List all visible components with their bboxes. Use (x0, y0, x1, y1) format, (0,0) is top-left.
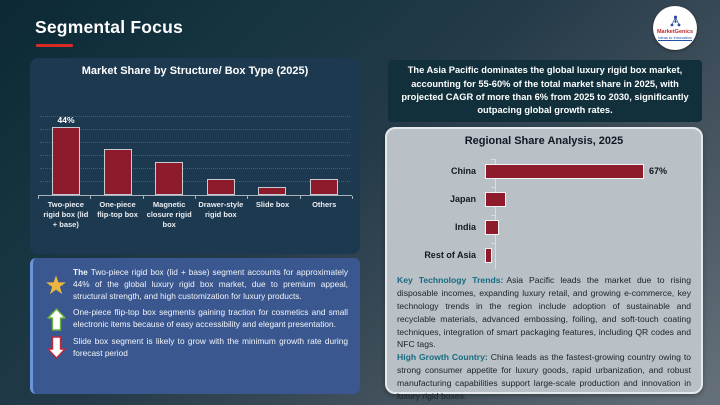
bar-track (485, 157, 695, 185)
bar-slot-0 (41, 115, 92, 195)
insight-text: Two-piece rigid box (lid + base) segment accounts for approximately 44% of the global luxury rigid box market, due to premium appeal, structural strength, and high customization for luxury products. (73, 267, 348, 301)
bar-2 (485, 220, 499, 235)
list-item (39, 307, 348, 331)
bar-slot-1 (92, 115, 143, 195)
bar-track (485, 241, 695, 269)
page-title: Segmental Focus (35, 17, 183, 37)
regional-commentary (397, 274, 691, 403)
axis-tick (491, 243, 495, 244)
bar-track (485, 213, 695, 241)
bar-1 (104, 149, 132, 195)
list-item (39, 336, 348, 360)
down-arrow-icon (39, 336, 73, 359)
regional-chart-plot-area (397, 157, 695, 269)
axis-tick (352, 196, 353, 199)
category-label-2: Magnetic closure rigid box (146, 200, 192, 229)
regional-analysis-panel (385, 127, 703, 402)
table-row (397, 213, 695, 241)
structure-chart-category-labels (40, 200, 350, 229)
bar-track (485, 185, 695, 213)
bar-slot-5 (298, 115, 349, 195)
callout-text: The Asia Pacific dominates the global luxury rigid box market, accounting for 55-60% of the total market share in 2025, with projected CAGR of more than 6% from 2025 to 2030, significantly outpacing global growth rates. (401, 65, 689, 116)
asia-pacific-callout (388, 60, 702, 122)
structure-chart-title: Market Share by Structure/ Box Type (2025) (81, 65, 309, 77)
axis-tick (247, 196, 248, 199)
bar-slot-2 (144, 115, 195, 195)
category-label-3: Drawer-style rigid box (198, 200, 244, 219)
axis-tick (491, 187, 495, 188)
bar-3 (485, 248, 492, 263)
title-underline (36, 44, 73, 47)
bar-1 (485, 192, 506, 207)
axis-tick (491, 159, 495, 160)
bar-value-label: 67% (649, 166, 668, 176)
bar-0 (52, 127, 80, 195)
category-label-4: Slide box (255, 200, 290, 209)
paragraph-body: Asia Pacific leads the market due to rising disposable incomes, expanding luxury retail, and growing e-commerce, key technology trends in the region include adoption of sustainable and recyclable materials, advanced embossing, foiling, and soft-touch coating techniques, integration of smart packaging features, including QR codes and NFC tags. (397, 275, 691, 350)
bar-4 (258, 187, 286, 195)
paragraph (397, 274, 691, 351)
regional-chart-title: Regional Share Analysis, 2025 (464, 135, 624, 147)
axis-tick (195, 196, 196, 199)
logo-tagline: Ideas to Innovation (658, 35, 692, 40)
logo-brand-name: MarketGenics (656, 29, 694, 35)
category-label-0: Two-piece rigid box (lid + base) (43, 200, 89, 229)
axis-tick (90, 196, 91, 199)
bar-value-label: 44% (57, 115, 75, 125)
axis-tick (143, 196, 144, 199)
bar-slot-3 (195, 115, 246, 195)
bar-0 (485, 164, 644, 179)
category-label-0: China (450, 166, 476, 176)
bar-5 (310, 179, 338, 195)
paragraph (397, 351, 691, 403)
bar-2 (155, 162, 183, 195)
table-row (397, 185, 695, 213)
category-label-2: India (454, 222, 476, 232)
key-technology-trends-heading: Key Technology Trends: (397, 275, 504, 285)
molecule-icon (669, 15, 682, 28)
axis-tick (300, 196, 301, 199)
star-icon: ★ (44, 269, 68, 300)
category-label-3: Rest of Asia (424, 250, 476, 260)
category-label-1: Japan (449, 194, 476, 204)
axis-tick (491, 215, 495, 216)
insight-text: One-piece flip-top box segments gaining traction for cosmetics and small electronic items because of easy accessibility and elegant presentation. (73, 307, 348, 330)
insight-text: Slide box segment is likely to grow with the minimum growth rate during forecast period (73, 335, 348, 358)
category-label-1: One-piece flip-top box (97, 200, 138, 219)
table-row (397, 241, 695, 269)
high-growth-country-heading: High Growth Country: (397, 352, 488, 363)
list-item (39, 267, 348, 302)
paragraph-body: China leads as the fastest-growing country owing to strong consumer appetite for luxury goods, rapid urbanization, and robust manufacturing capabilities support large-scale production and innovation in luxury rigid boxes. (397, 352, 691, 402)
category-label-5: Others (312, 200, 337, 209)
insights-box (30, 258, 360, 394)
bar-slot-4 (247, 115, 298, 195)
structure-chart-x-axis (38, 195, 352, 196)
structure-chart-panel (30, 58, 360, 254)
table-row (397, 157, 695, 185)
brand-logo (653, 6, 697, 50)
structure-chart-plot-area (40, 115, 350, 195)
bar-3 (207, 179, 235, 195)
axis-tick (38, 196, 39, 199)
up-arrow-icon (39, 308, 73, 331)
insight-lead: The (73, 267, 88, 277)
